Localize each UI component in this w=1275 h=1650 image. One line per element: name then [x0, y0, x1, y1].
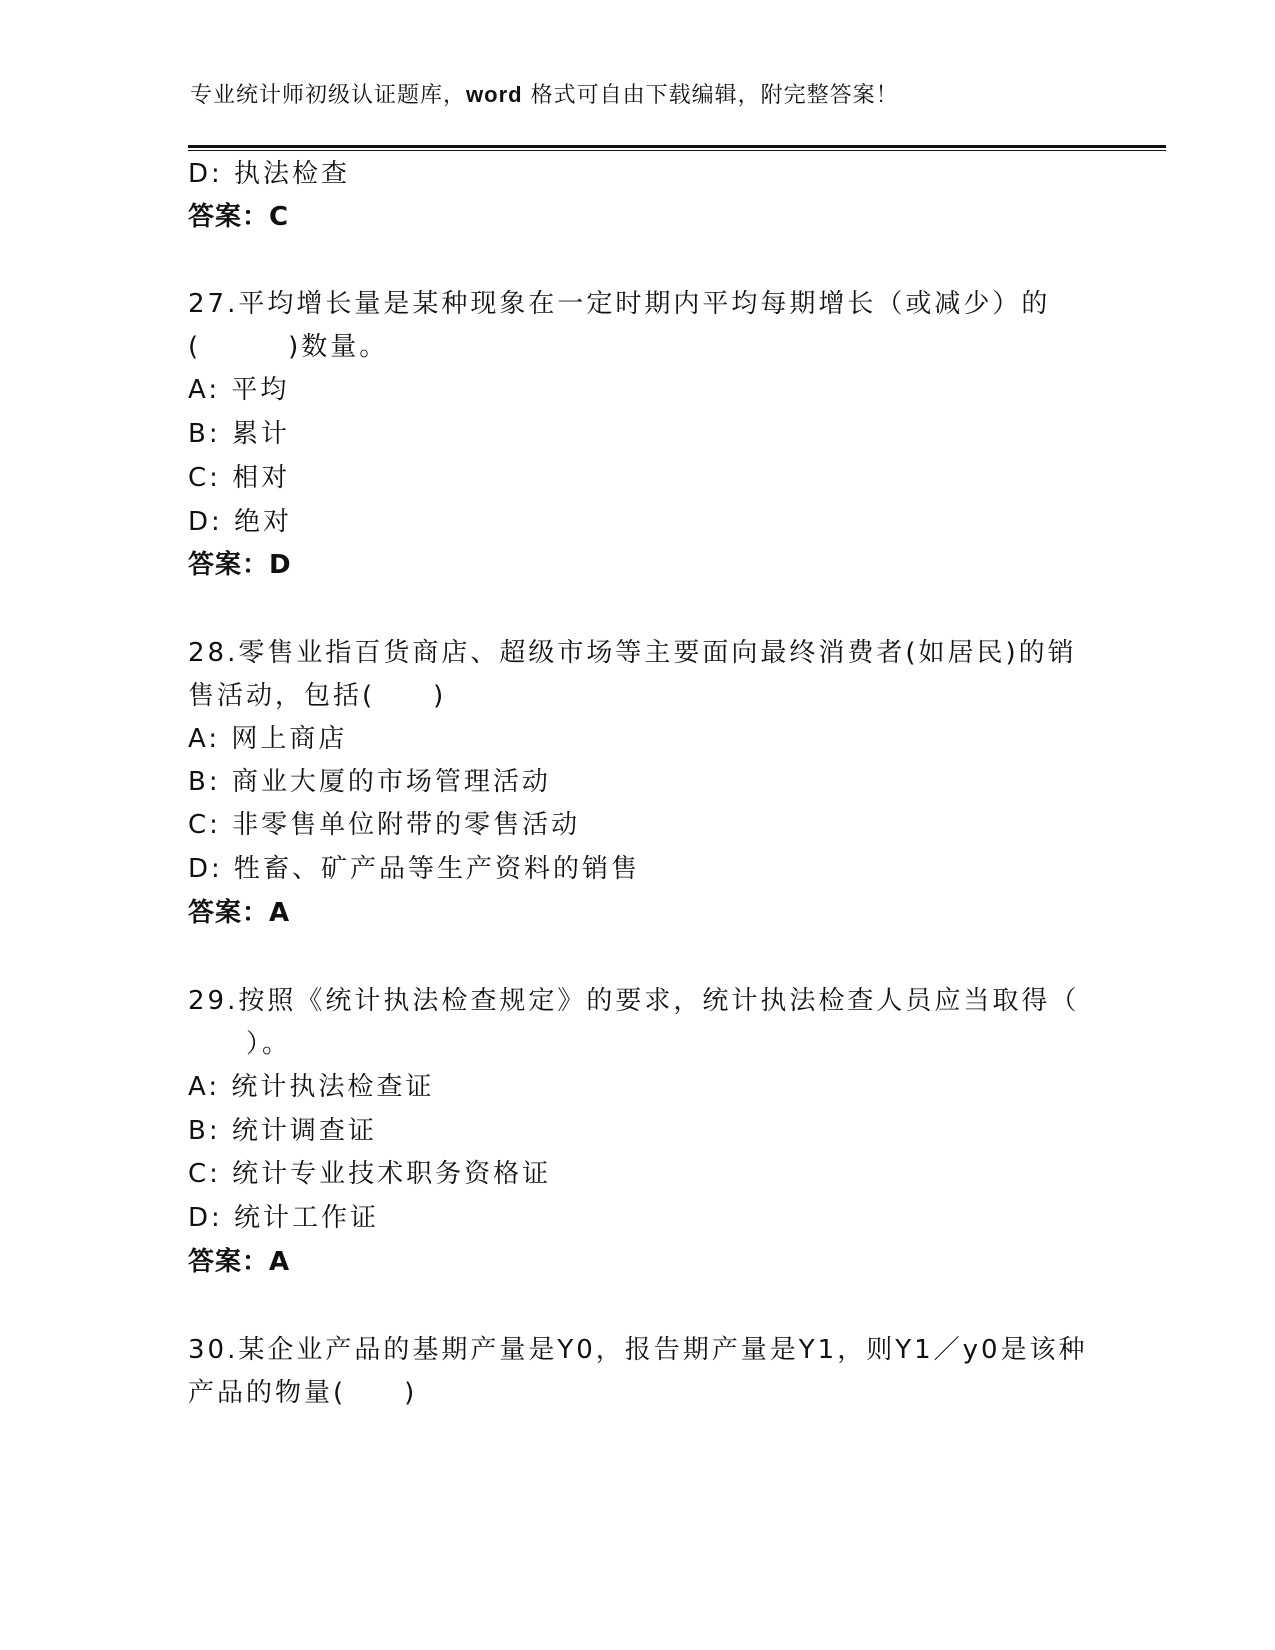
- answer-line: 答案：D: [188, 550, 292, 580]
- text-line: B: 统计调查证: [188, 1116, 377, 1146]
- text-line: C: 非零售单位附带的零售活动: [188, 810, 581, 840]
- header-rule-thick: [188, 145, 1166, 148]
- answer-line: 答案：A: [188, 1247, 291, 1277]
- text-line: 27.平均增长量是某种现象在一定时期内平均每期增长（或减少）的: [188, 289, 1051, 319]
- header-suffix: 格式可自由下载编辑，附完整答案！: [522, 83, 899, 108]
- text-line: 售活动，包括( ): [188, 681, 447, 711]
- text-line: ( )数量。: [188, 332, 389, 362]
- text-line: C: 统计专业技术职务资格证: [188, 1159, 552, 1189]
- text-line: D: 牲畜、矿产品等生产资料的销售: [188, 854, 641, 884]
- text-line: B: 商业大厦的市场管理活动: [188, 767, 551, 797]
- text-line: D: 统计工作证: [188, 1203, 380, 1233]
- text-line: 产品的物量( ): [188, 1378, 418, 1408]
- answer-line: 答案：A: [188, 898, 291, 928]
- text-line: A: 平均: [188, 375, 290, 405]
- text-line: 28.零售业指百货商店、超级市场等主要面向最终消费者(如居民)的销: [188, 638, 1077, 668]
- text-line: ）。: [188, 1029, 292, 1059]
- text-line: C: 相对: [188, 463, 291, 493]
- text-line: B: 累计: [188, 419, 290, 449]
- text-line: A: 网上商店: [188, 724, 348, 754]
- text-line: A: 统计执法检查证: [188, 1072, 435, 1102]
- page-header: [190, 78, 899, 109]
- header-word: word: [466, 82, 523, 107]
- header-rule-thin: [188, 150, 1166, 151]
- text-line: 30.某企业产品的基期产量是Y0，报告期产量是Y1，则Y1／y0是该种: [188, 1335, 1088, 1365]
- text-line: D: 执法检查: [188, 159, 351, 189]
- answer-line: 答案：C: [188, 202, 290, 232]
- text-line: 29.按照《统计执法检查规定》的要求，统计执法检查人员应当取得（: [188, 986, 1080, 1016]
- text-line: D: 绝对: [188, 507, 293, 537]
- header-prefix: 专业统计师初级认证题库，: [190, 83, 467, 108]
